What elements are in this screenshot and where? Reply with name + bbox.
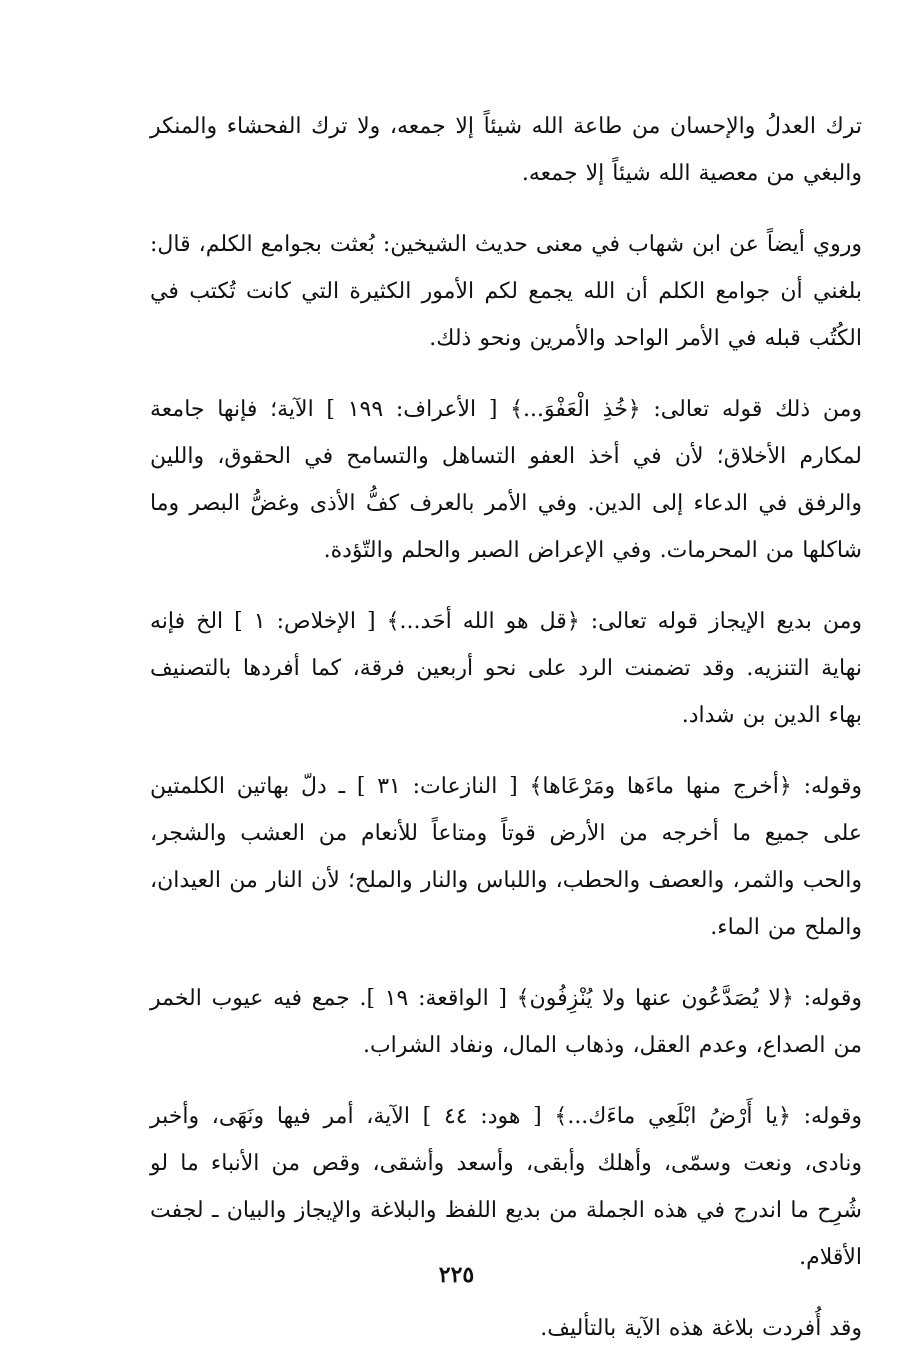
paragraph-7: وقوله: ﴿يا أَرْضُ ابْلَعِي ماءَك...﴾ [ هود: ٤٤ ] الآية، أمر فيها ونَهَى، وأخبر ونادى، ونعت وسمّى، وأهلك وأبقى، وأسعد وأشقى، وقص من الأنباء ما لو شُرِح ما اندرج في هذه الجملة من بديع اللفظ والبلاغة والإيجاز والبيان ـ لجفت الأقلام. (150, 1104, 862, 1270)
paragraph-6: وقوله: ﴿لا يُصَدَّعُون عنها ولا يُنْزِفُون﴾ [ الواقعة: ١٩ ]. جمع فيه عيوب الخمر من الصداع، وعدم العقل، وذهاب المال، ونفاد الشراب. (150, 986, 862, 1058)
page-number: ٢٢٥ (438, 1262, 475, 1288)
paragraph-2: وروي أيضاً عن ابن شهاب في معنى حديث الشيخين: بُعثت بجوامع الكلم، قال: بلغني أن جوامع الكلم أن الله يجمع لكم الأمور الكثيرة التي كانت تُكتب في الكُتُب قبله في الأمر الواحد والأمرين ونحو ذلك. (150, 232, 862, 351)
paragraph-1: ترك العدلُ والإحسان من طاعة الله شيئاً إلا جمعه، ولا ترك الفحشاء والمنكر والبغي من معصية الله شيئاً إلا جمعه. (150, 114, 862, 186)
paragraph-3: ومن ذلك قوله تعالى: ﴿خُذِ الْعَفْوَ...﴾ [ الأعراف: ١٩٩ ] الآية؛ فإنها جامعة لمكارم الأخلاق؛ لأن في أخذ العفو التساهل والتسامح في الحقوق، واللين والرفق في الدعاء إلى الدين. وفي الأمر بالعرف كفُّ الأذى وغضُّ البصر وما شاكلها من المحرمات. وفي الإعراض الصبر والحلم والتّؤدة. (150, 397, 862, 563)
paragraph-8: وقد أُفردت بلاغة هذه الآية بالتأليف. (540, 1316, 862, 1341)
paragraph-5: وقوله: ﴿أخرج منها ماءَها ومَرْعَاها﴾ [ النازعات: ٣١ ] ـ دلّ بهاتين الكلمتين على جميع ما أخرجه من الأرض قوتاً ومتاعاً للأنعام من العشب والشجر، والحب والثمر، والعصف والحطب، واللباس والنار والملح؛ لأن النار من العيدان، والملح من الماء. (150, 774, 862, 940)
paragraph-4: ومن بديع الإيجاز قوله تعالى: ﴿قل هو الله أحَد...﴾ [ الإخلاص: ١ ] الخ فإنه نهاية التنزيه. وقد تضمنت الرد على نحو أربعين فرقة، كما أفردها بالتصنيف بهاء الدين بن شداد. (150, 609, 863, 728)
page-text-block (150, 103, 862, 1352)
